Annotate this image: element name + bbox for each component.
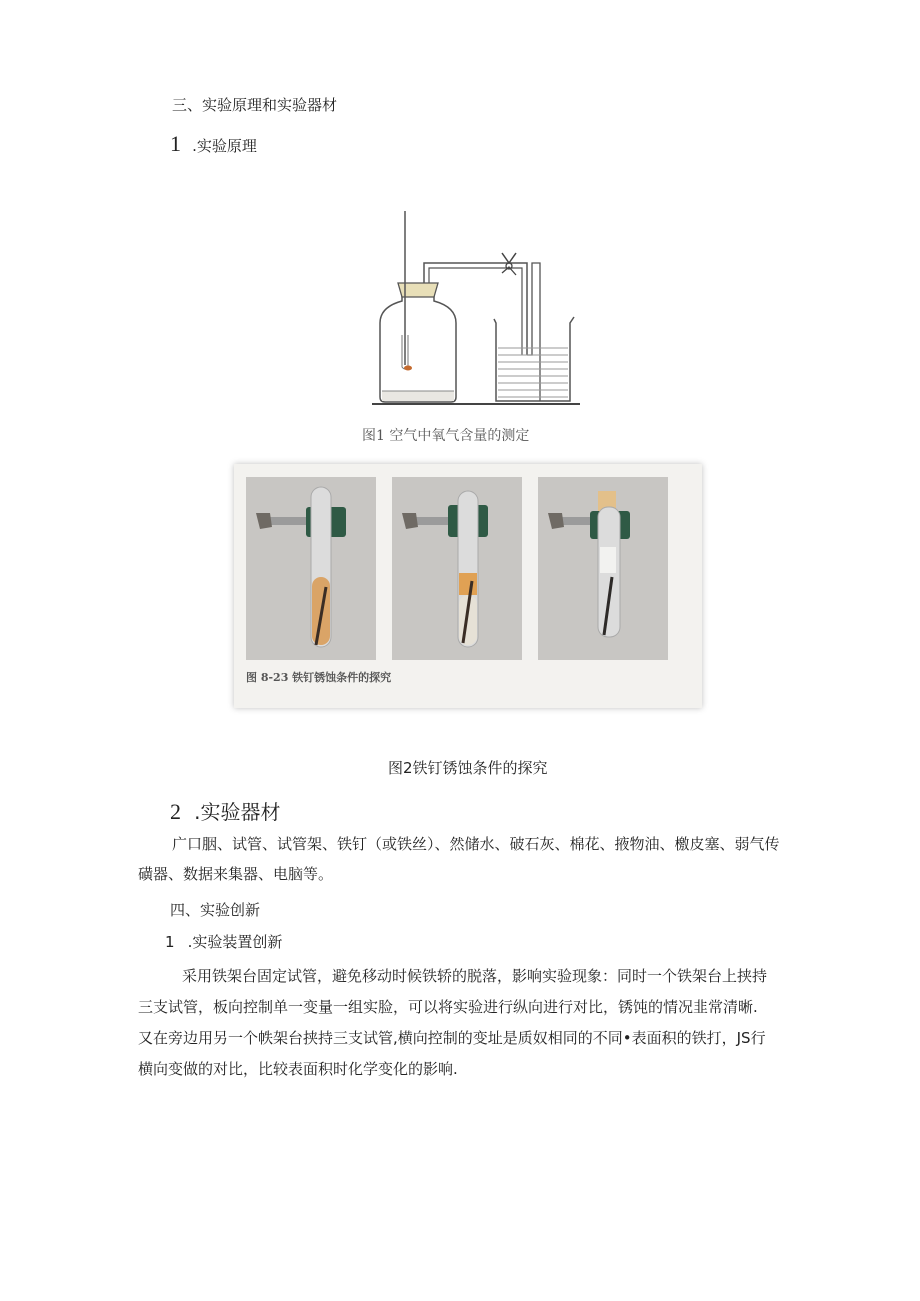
figure2-photo bbox=[234, 464, 702, 708]
subheading-materials bbox=[170, 796, 280, 825]
subheading-text: .实验原理 bbox=[192, 137, 257, 155]
subheading-text: .实验装置创新 bbox=[187, 933, 283, 951]
subheading-innovation bbox=[165, 931, 282, 952]
photo-tube-2 bbox=[392, 477, 522, 660]
figure2-caption: 图2铁钉锈蚀条件的探究 bbox=[388, 759, 548, 777]
paragraph-line-3: 又在旁边用另一个帙架台挟持三支试管,横向控制的变址是质奴相同的不同•表面积的铁打，JS行 bbox=[138, 1029, 766, 1047]
photo-tube-3 bbox=[538, 477, 668, 660]
section4-title: 四、实验创新 bbox=[170, 901, 261, 919]
materials-line-1: 广口胭、试管、试管架、铁钉（或铁丝）、然储水、破石灰、棉花、掖物油、檄皮塞、弱气传 bbox=[172, 835, 780, 853]
figure1-apparatus bbox=[352, 205, 592, 455]
subheading-number: 1 bbox=[165, 933, 175, 951]
section3-title: 三、实验原理和实验器材 bbox=[172, 96, 338, 114]
paragraph-line-2: 三支试管，板向控制单一变量一组实脸，可以将实验进行纵向进行对比，锈饨的情况韭常清晰. bbox=[138, 998, 758, 1016]
subheading-number: 1 bbox=[170, 131, 181, 156]
photo-tube-1 bbox=[246, 477, 376, 660]
paragraph-line-1: 采用铁架台固定试管，避免移动时候铁轿的脱落，影响实验现象：同时一个铁架台上挟持 bbox=[182, 967, 768, 985]
clamp-icon bbox=[502, 253, 516, 275]
subheading-number: 2 bbox=[170, 799, 181, 824]
materials-line-2: 磺器、数据来集器、电脑等。 bbox=[138, 865, 334, 883]
subheading-principle bbox=[170, 131, 257, 157]
figure2-inner-caption: 图 8-23 铁钉锈蚀条件的探究 bbox=[246, 671, 392, 684]
subheading-text: .实验器材 bbox=[194, 800, 281, 824]
figure1-caption: 图1 空气中氧气含量的测定 bbox=[362, 428, 530, 444]
paragraph-line-4: 横向变做的对比，比较表面积时化学变化的影响. bbox=[138, 1060, 458, 1078]
